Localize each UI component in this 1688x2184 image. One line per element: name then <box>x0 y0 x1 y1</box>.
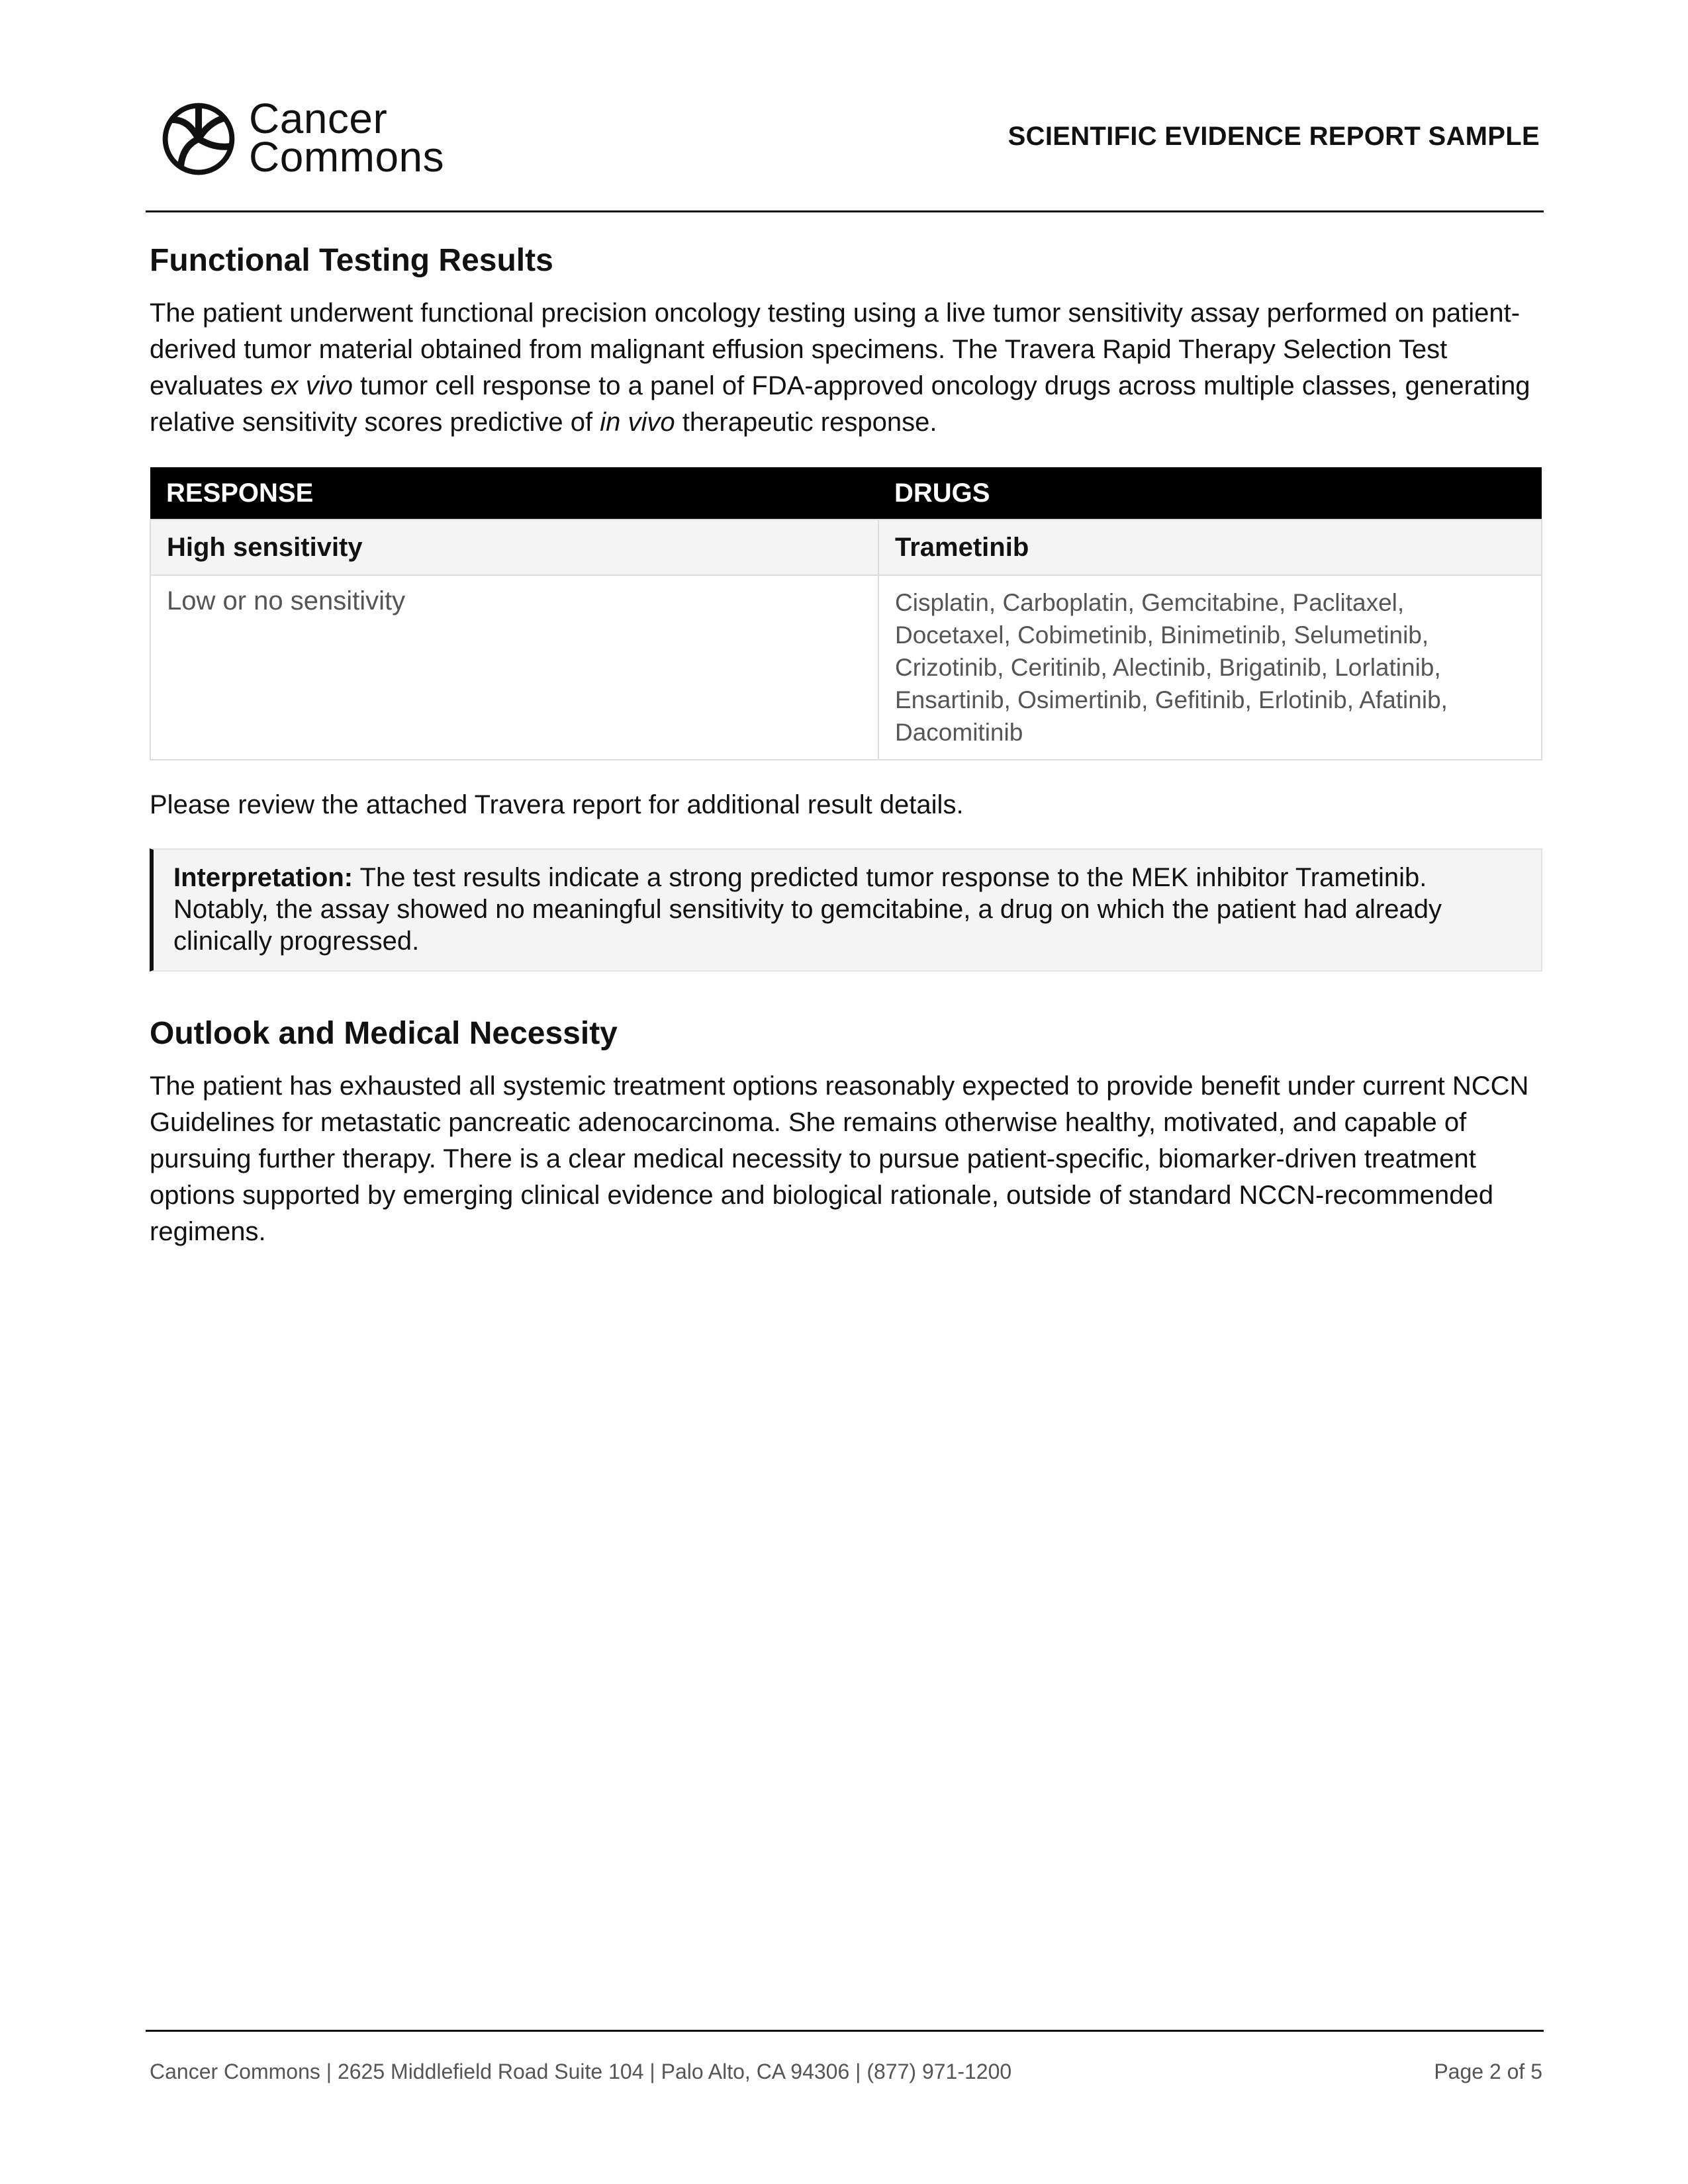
paragraph-italic-ex-vivo: ex vivo <box>270 371 353 400</box>
paragraph-italic-in-vivo: in vivo <box>600 408 675 437</box>
table-row <box>150 520 1542 575</box>
logo-line-2: Commons <box>249 133 445 181</box>
interpretation-label: Interpretation: <box>173 863 353 892</box>
logo-line-1: Cancer <box>249 95 388 142</box>
interpretation-text: The test results indicate a strong predicted tumor response to the MEK inhibitor Trametinib. Notably, the assay showed no meaningful sensitivity to gemcitabine, a drug on which the patient had already clinically progressed. <box>173 863 1442 956</box>
paragraph-text: tumor cell response to a panel of FDA-approved oncology drugs across multiple classes, generating relative sensitivity scores predictive of <box>150 371 1530 437</box>
header-divider <box>146 210 1544 212</box>
response-cell: High sensitivity <box>150 520 878 575</box>
results-table <box>150 467 1542 760</box>
footer-address: Cancer Commons | 2625 Middlefield Road Suite 104 | Palo Alto, CA 94306 | (877) 971-1200 <box>150 2060 1012 2083</box>
table-header-row <box>150 467 1542 520</box>
report-title: SCIENTIFIC EVIDENCE REPORT SAMPLE <box>1008 122 1540 151</box>
report-body <box>150 238 1542 1250</box>
page-number: Page 2 of 5 <box>1434 2060 1542 2083</box>
header-drugs: DRUGS <box>878 467 1542 520</box>
cancer-commons-logo-icon <box>162 102 236 176</box>
functional-testing-paragraph <box>150 295 1542 441</box>
logo-wordmark <box>249 95 445 181</box>
footer-divider <box>146 2030 1544 2032</box>
response-cell: Low or no sensitivity <box>150 575 878 760</box>
outlook-paragraph: The patient has exhausted all systemic treatment options reasonably expected to provide benefit under current NCCN Guidelines for metastatic pancreatic adenocarcinoma. She remains otherwise healthy, motivated, and capable of pursuing further therapy. There is a clear medical necessity to pursue patient-specific, biomarker-driven treatment options supported by emerging clinical evidence and biological rationale, outside of standard NCCN-recommended regimens. <box>150 1071 1529 1246</box>
paragraph-text: therapeutic response. <box>675 408 937 437</box>
section-title-outlook: Outlook and Medical Necessity <box>150 1016 618 1051</box>
drugs-cell: Trametinib <box>878 520 1542 575</box>
paragraph-text: The patient underwent functional precision oncology testing using a live tumor sensitivity assay performed on patient-derived tumor material obtained from malignant effusion specimens. The Travera Rapid Therapy Selection Test evaluates <box>150 298 1521 400</box>
section-title-functional-testing: Functional Testing Results <box>150 243 553 278</box>
review-note: Please review the attached Travera report for additional result details. <box>150 790 964 819</box>
interpretation-callout <box>150 848 1542 972</box>
header-response: RESPONSE <box>150 467 878 520</box>
cancer-commons-logo <box>162 95 473 185</box>
table-row <box>150 575 1542 760</box>
drugs-cell: Cisplatin, Carboplatin, Gemcitabine, Paclitaxel, Docetaxel, Cobimetinib, Binimetinib, Selumetinib, Crizotinib, Ceritinib, Alectinib, Brigatinib, Lorlatinib, Ensartinib, Osimertinib, Gefitinib, Erlotinib, Afatinib, Dacomitinib <box>878 575 1542 760</box>
